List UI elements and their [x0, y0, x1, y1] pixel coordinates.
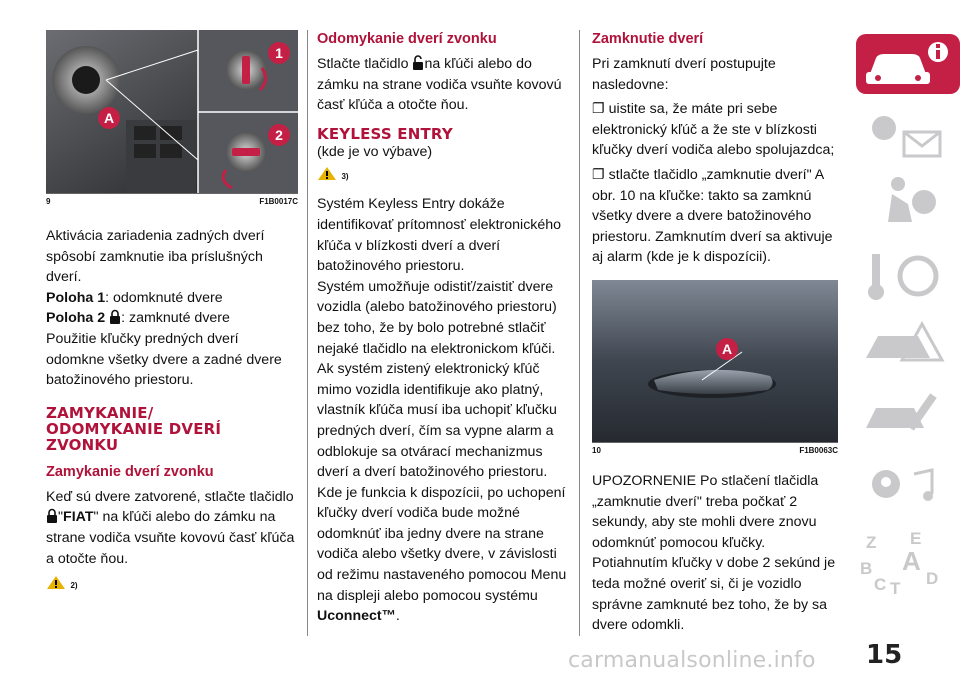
- car-info-icon[interactable]: [852, 34, 960, 96]
- paragraph: Ak systém zistený elektronický kľúč mimo vozidla identifikuje ako platný, vlastník kľúča musí iba uchopiť kľučku predných dverí, čím sa vypne alarm a odblokuje sa otvárací mechanizmus dverí a dverí batožinového priestoru.: [317, 361, 557, 481]
- position-2-line: Poloha 2 : zamknuté dvere: [46, 310, 230, 327]
- paragraph: Systém umožňuje odistiť/zaistiť dvere vozidla (alebo batožinového priestoru) bez toho, že by bolo potrebné stlačiť nejaké tlačidlo na elektronickom kľúči.: [317, 278, 557, 357]
- warning-reference: 3): [317, 166, 569, 184]
- service-wrench-icon[interactable]: [852, 384, 960, 446]
- index-letter: Z: [866, 533, 877, 552]
- figure-number: 10: [592, 445, 601, 455]
- rear-door-lock-photo: [46, 30, 298, 193]
- section-heading: ZAMYKANIE/ ODOMYKANIE DVERÍ ZVONKU: [46, 403, 222, 454]
- index-letter: A: [902, 546, 921, 576]
- figure-label-a: A: [716, 338, 738, 360]
- warning-triangle-icon: [46, 575, 66, 590]
- subheading: Odomykanie dverí zvonku: [317, 31, 497, 47]
- watermark: carmanualsonline.info: [568, 648, 816, 673]
- figure-caption: [592, 442, 838, 457]
- lock-icon: [109, 309, 121, 324]
- index-letter: T: [890, 579, 901, 598]
- paragraph: Systém Keyless Entry dokáže identifikovať prítomnosť elektronického kľúča v blízkosti dverí a dverí batožinového priestoru.: [317, 196, 562, 275]
- index-letter: E: [910, 529, 922, 548]
- paragraph: Pri zamknutí dverí postupujte nasledovne:: [592, 56, 776, 93]
- column-1: [46, 30, 298, 593]
- paragraph: Aktivácia zariadenia zadných dverí spôsobí zamknutie iba príslušných dverí.: [46, 228, 265, 286]
- dashboard-lights-icon[interactable]: [852, 104, 960, 166]
- bullet-item: ❐ stlačte tlačidlo „zamknutie dverí" A obr. 10 na kľučke: takto sa zamknú všetky dvere a dvere batožinového priestoru. Zamknutím dverí sa aktivuje aj alarm (kde je k dispozícii).: [592, 166, 833, 266]
- paragraph: Kde je funkcia k dispozícii, po uchopení kľučky dverí vodiča bude možné odomknúť iba jedny dvere na strane vodiča alebo všetky dvere, v závislosti od režimu nastaveného pomocou Menu na displeji alebo pomocou systému Uconnect™.: [317, 484, 567, 625]
- figure-9: [46, 30, 298, 193]
- seat-airbag-icon[interactable]: [852, 174, 960, 236]
- figure-10: [592, 280, 838, 442]
- figure-number: 9: [46, 197, 51, 206]
- warning-triangle-icon: [317, 166, 337, 181]
- page-number: 15: [866, 640, 903, 670]
- column-divider: [307, 30, 308, 636]
- figure-code: F1B0063C: [799, 445, 838, 455]
- figure-caption: [46, 193, 298, 208]
- figure-label-a: A: [98, 107, 120, 129]
- index-letter: B: [860, 559, 873, 578]
- warning-triangle-icon[interactable]: [852, 314, 960, 376]
- subheading: Zamykanie dverí zvonku: [46, 463, 214, 480]
- index-letters-icon[interactable]: [852, 524, 960, 620]
- warning-reference: 2): [46, 575, 298, 593]
- figure-code: F1B0017C: [259, 197, 298, 206]
- position-1-line: Poloha 1: odomknuté dvere: [46, 289, 223, 306]
- index-letter: D: [926, 569, 939, 588]
- position-2-label: Poloha 2: [46, 310, 106, 327]
- paragraph: UPOZORNENIE Po stlačení tlačidla „zamknutie dverí" treba počkať 2 sekundy, aby ste mohli dvere znovu odomknúť pomocou kľučky. Potiahnutím kľučky v dobe 2 sekúnd je teda možné overiť si, či je vozidlo správne zamknuté bez toho, že by sa dvere odomkli.: [592, 472, 836, 634]
- index-letter: C: [874, 575, 887, 594]
- paragraph: Stlačte tlačidlo na kľúči alebo do zámku na strane vodiča vsuňte kovovú časť kľúča a otočte ňou.: [317, 56, 562, 114]
- paragraph: Keď sú dvere zatvorené, stlačte tlačidlo "FIAT" na kľúči alebo do zámku na strane vodiča vsuňte kovovú časť kľúča a otočte ňou.: [46, 488, 295, 567]
- column-2: [317, 30, 569, 627]
- lock-icon: [46, 508, 58, 523]
- column-divider: [579, 30, 580, 636]
- position-1-label: Poloha 1: [46, 289, 106, 306]
- paragraph: Použitie kľučky predných dverí odomkne všetky dvere a zadné dvere batožinového priestoru.: [46, 330, 282, 389]
- key-steering-icon[interactable]: [852, 244, 960, 306]
- column-3: [592, 30, 838, 636]
- multimedia-icon[interactable]: [852, 454, 960, 516]
- subheading: Zamknutie dverí: [592, 31, 704, 47]
- section-heading: KEYLESS ENTRY: [317, 124, 453, 143]
- figure-label-1: 1: [268, 42, 290, 64]
- bullet-item: ❐ uistite sa, že máte pri sebe elektronický kľúč a že ste v blízkosti kľučky dverí vodiča alebo spolujazdca;: [592, 101, 835, 159]
- unlock-icon: [412, 55, 424, 70]
- figure-label-2: 2: [268, 124, 290, 146]
- note: (kde je vo výbave): [317, 143, 433, 160]
- door-handle-photo: [592, 280, 838, 442]
